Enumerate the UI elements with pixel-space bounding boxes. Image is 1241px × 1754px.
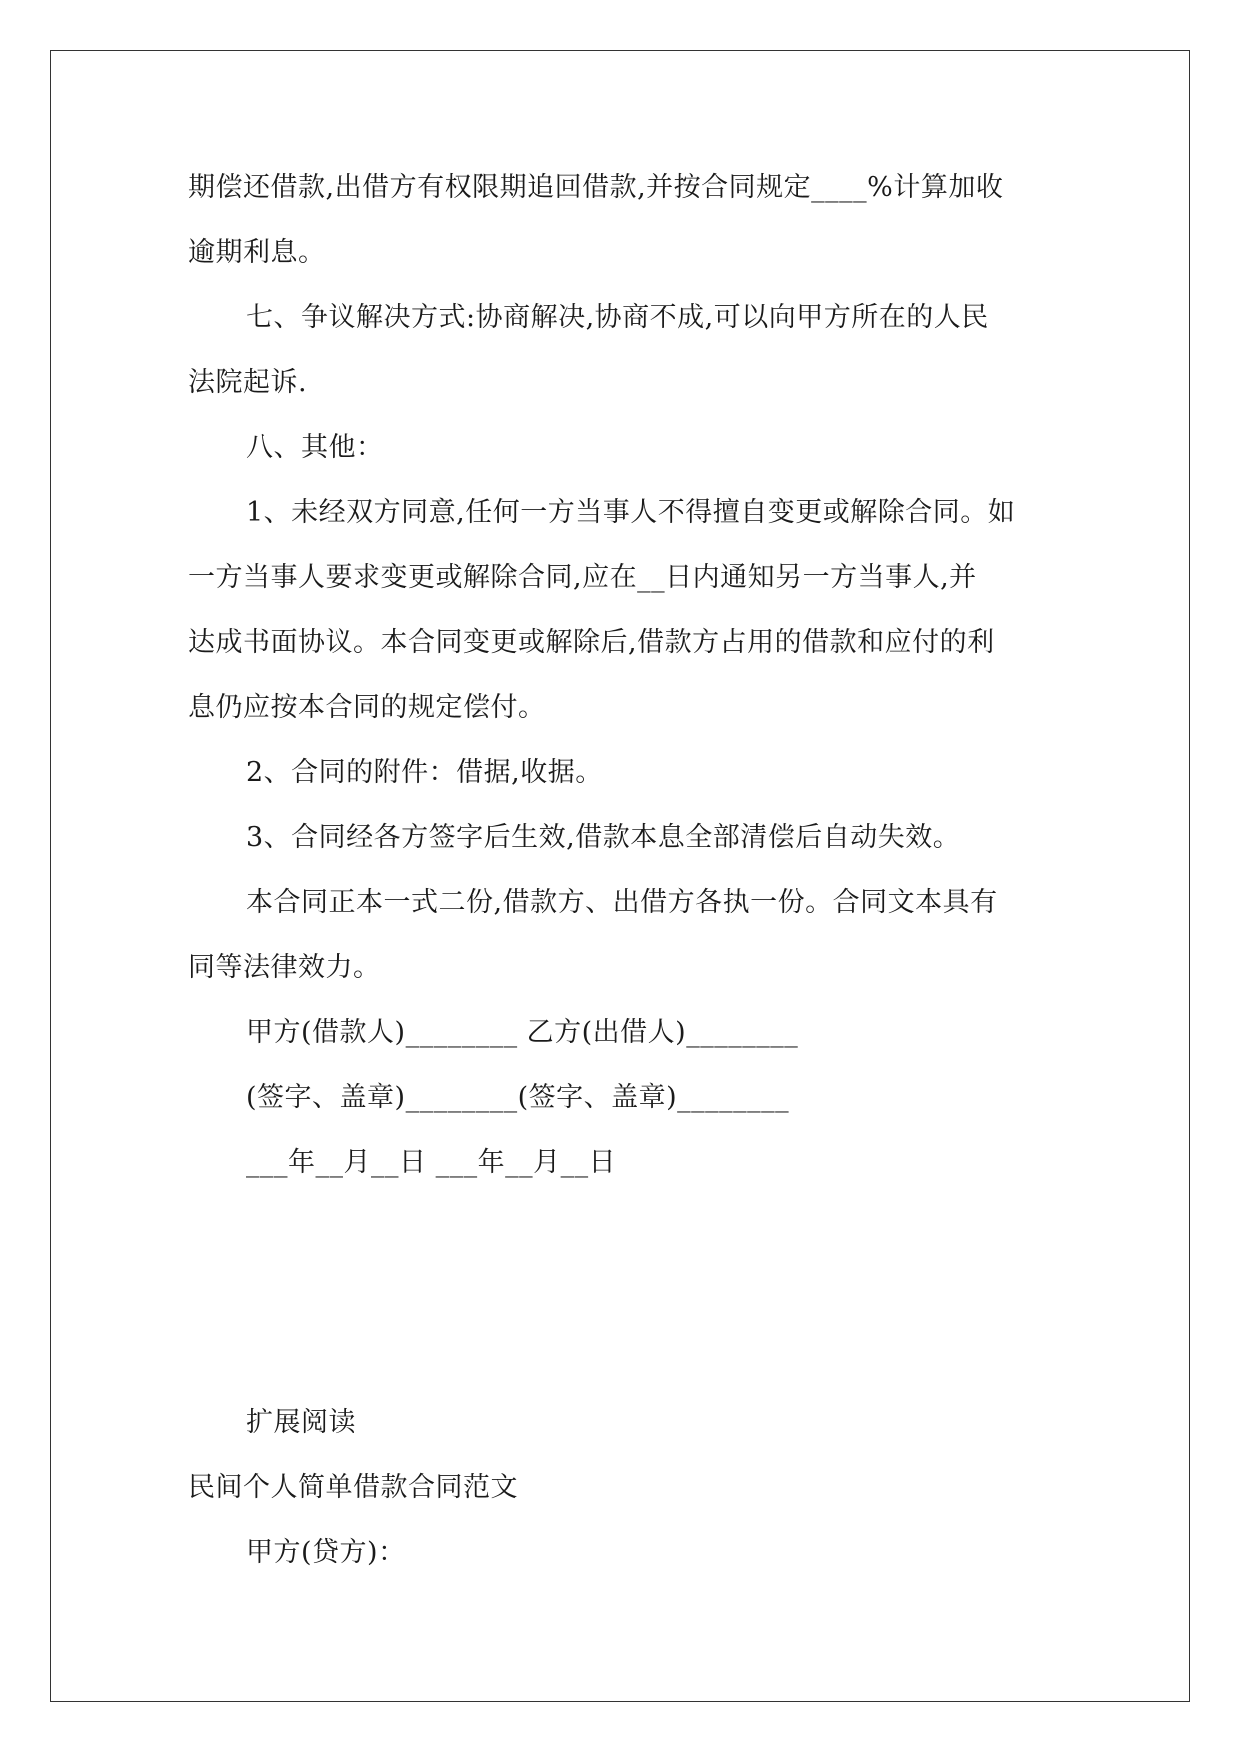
text-line: 一方当事人要求变更或解除合同,应在__日内通知另一方当事人,并 — [188, 562, 977, 593]
text-line: 达成书面协议。本合同变更或解除后,借款方占用的借款和应付的利 — [188, 627, 995, 658]
text-line: 同等法律效力。 — [188, 952, 381, 983]
article-title: 民间个人简单借款合同范文 — [188, 1472, 518, 1503]
date-line: ___年__月__日 ___年__月__日 — [246, 1147, 617, 1178]
section-seven-heading: 七、争议解决方式:协商解决,协商不成,可以向甲方所在的人民 — [246, 302, 989, 333]
party-names-line: 甲方(借款人)________ 乙方(出借人)________ — [246, 1017, 799, 1048]
text-line: 法院起诉. — [188, 367, 308, 398]
clause-3: 3、合同经各方签字后生效,借款本息全部清偿后自动失效。 — [246, 822, 961, 853]
section-eight-heading: 八、其他： — [246, 432, 384, 463]
text-line: 期偿还借款,出借方有权限期追回借款,并按合同规定____%计算加收 — [188, 172, 1004, 203]
spacer — [188, 1195, 1058, 1390]
extended-reading-heading: 扩展阅读 — [246, 1407, 356, 1438]
copies-paragraph: 本合同正本一式二份,借款方、出借方各执一份。合同文本具有 — [246, 887, 998, 918]
text-line: 息仍应按本合同的规定偿付。 — [188, 692, 546, 723]
signature-line: (签字、盖章)________(签字、盖章)________ — [246, 1082, 790, 1113]
document-body — [188, 155, 1058, 1585]
text-line: 逾期利息。 — [188, 237, 326, 268]
clause-2: 2、合同的附件：借据,收据。 — [246, 757, 603, 788]
party-a-label: 甲方(贷方)： — [246, 1537, 406, 1568]
clause-1: 1、未经双方同意,任何一方当事人不得擅自变更或解除合同。如 — [246, 497, 1016, 528]
